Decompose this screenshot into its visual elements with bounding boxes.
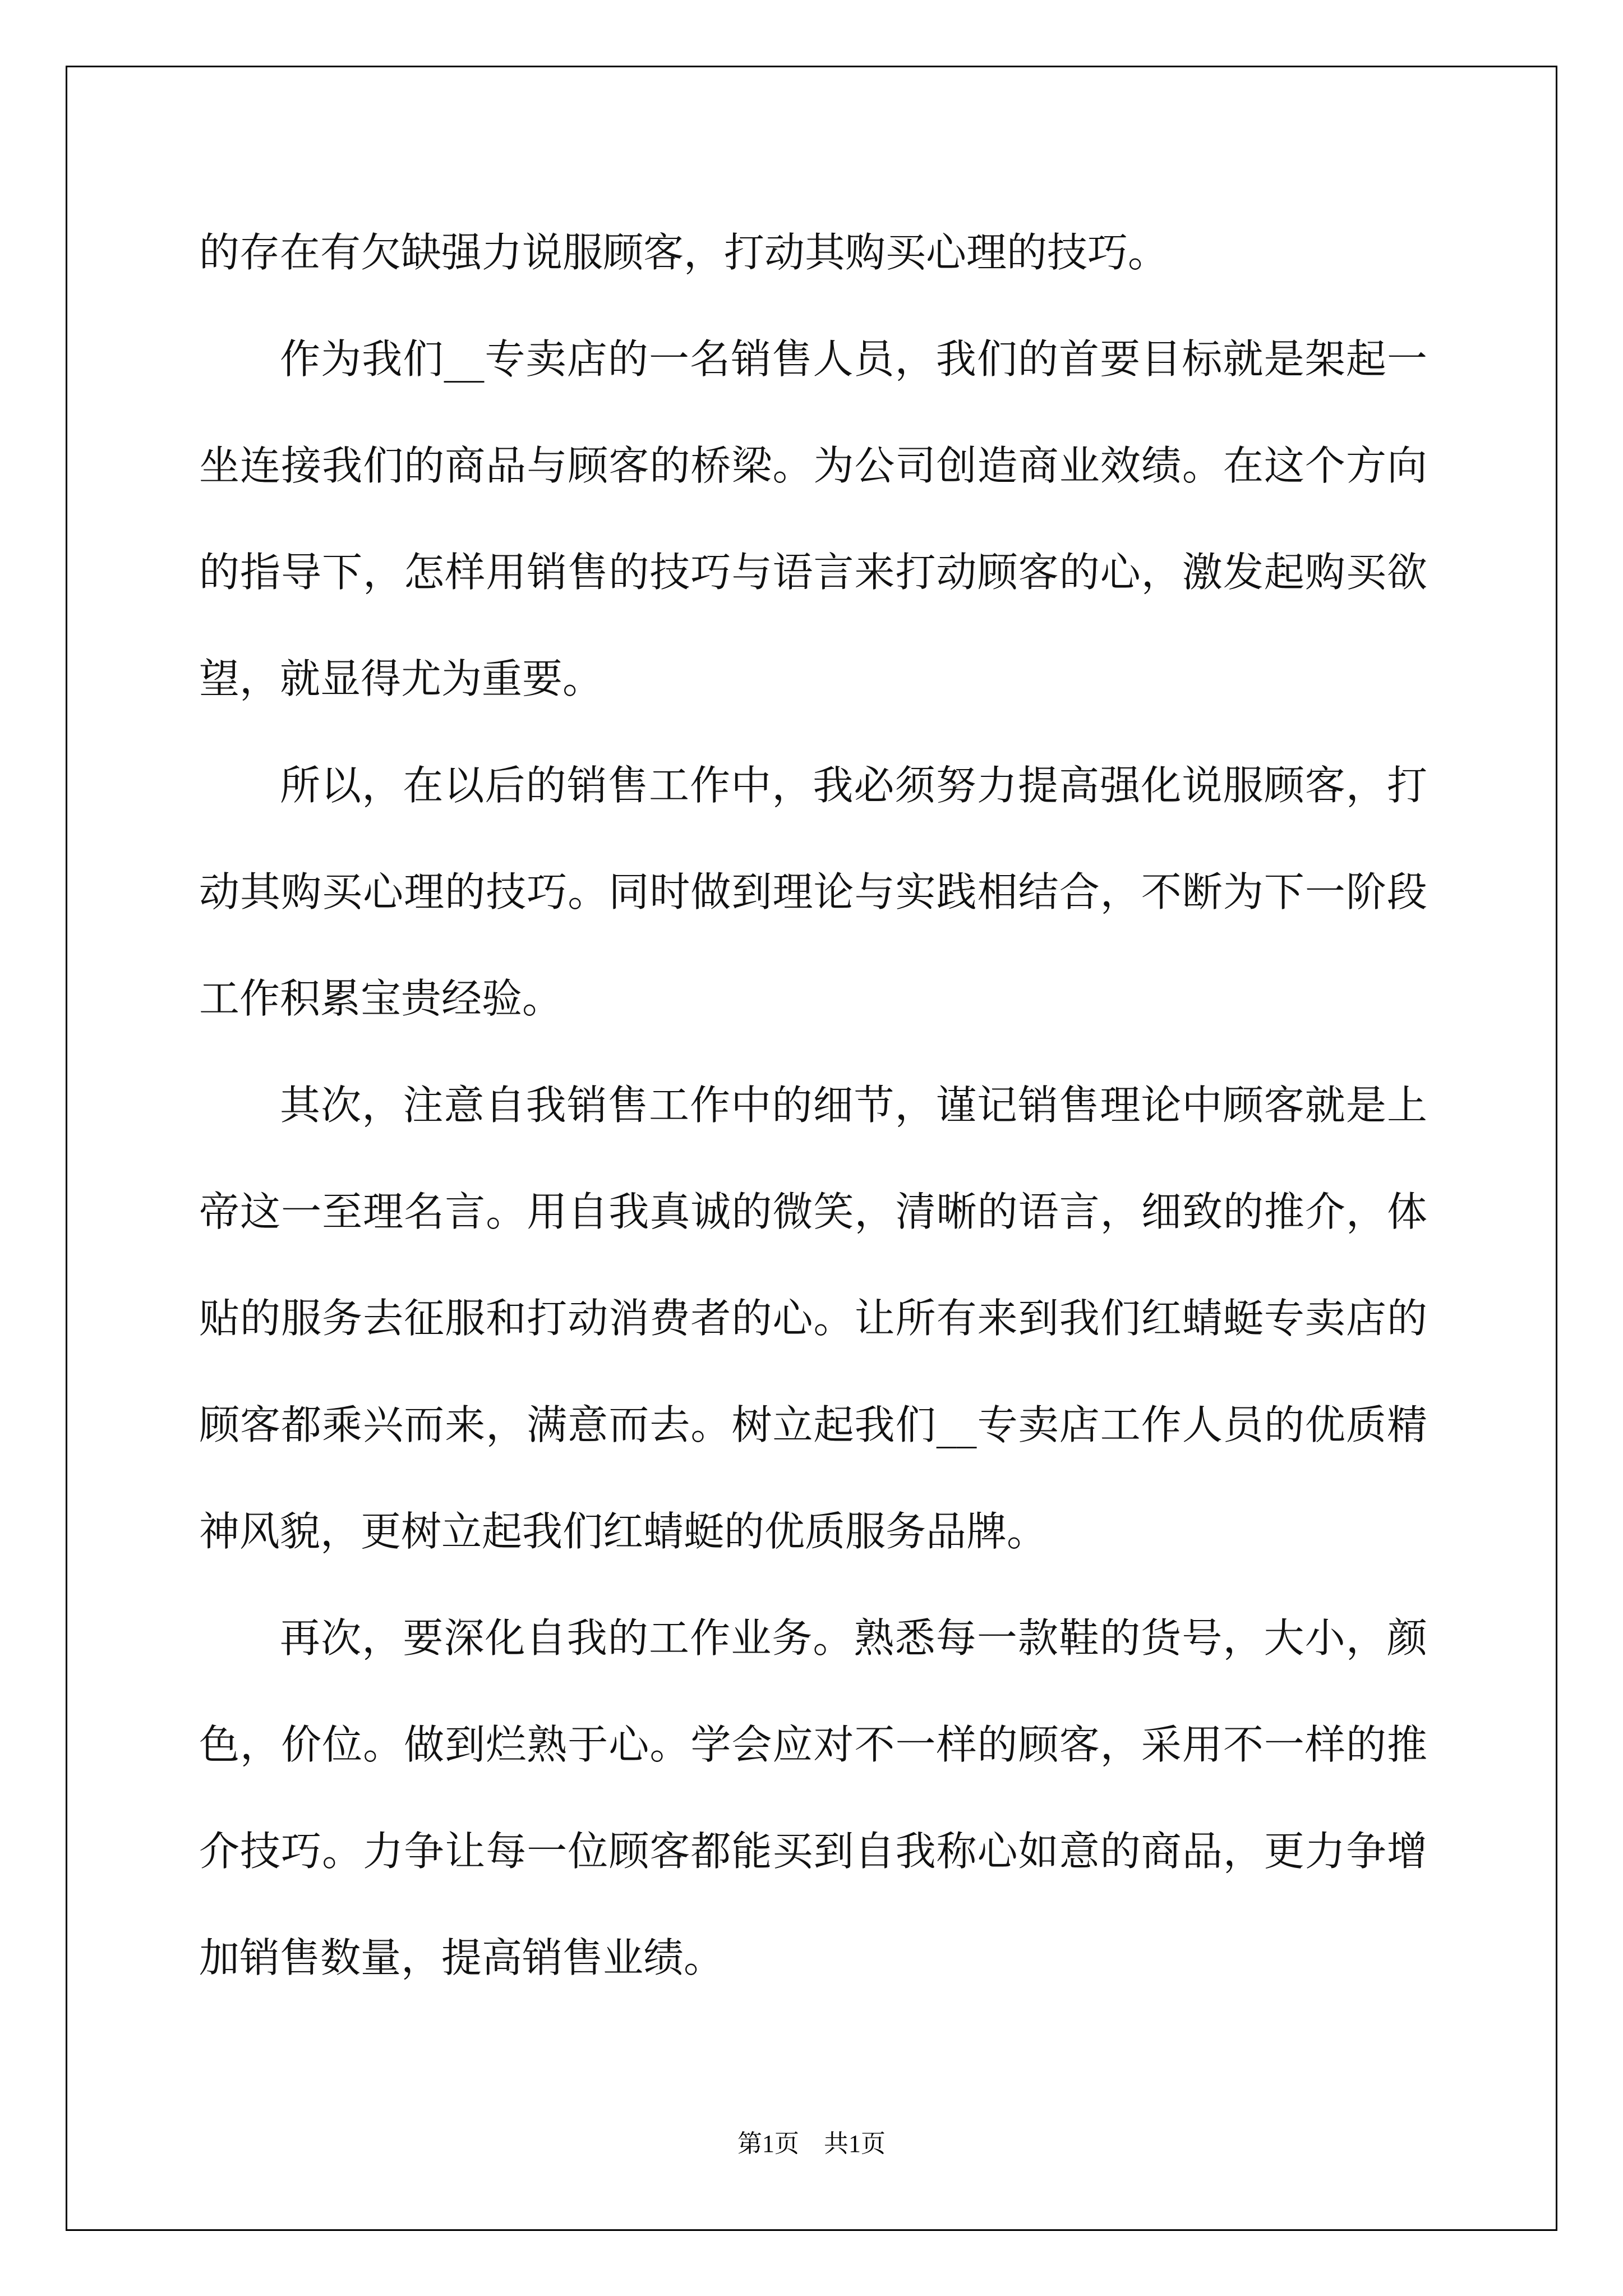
paragraph-1: 的存在有欠缺强力说服顾客，打动其购买心理的技巧。 bbox=[199, 229, 1169, 276]
paragraph-3: 所以，在以后的销售工作中，我必须努力提高强化说服顾客，打动其购买心理的技巧。同时做到理论与实践相结合，不断为下一阶段工作积累宝贵经验。 bbox=[199, 762, 1427, 1022]
paragraph-2: 作为我们__专卖店的一名销售人员，我们的首要目标就是架起一坐连接我们的商品与顾客的桥梁。为公司创造商业效绩。在这个方向的指导下，怎样用销售的技巧与语言来打动顾客的心，激发起购买欲望，就显得尤为重要。 bbox=[199, 335, 1427, 702]
paragraph-4: 其次，注意自我销售工作中的细节，谨记销售理论中顾客就是上帝这一至理名言。用自我真诚的微笑，清晰的语言，细致的推介，体贴的服务去征服和打动消费者的心。让所有来到我们红蜻蜓专卖店的顾客都乘兴而来，满意而去。树立起我们__专卖店工作人员的优质精神风貌，更树立起我们红蜻蜓的优质服务品牌。 bbox=[199, 1082, 1427, 1555]
page-footer: 第1页 共1页 bbox=[737, 2130, 886, 2157]
paragraph-5: 再次，要深化自我的工作业务。熟悉每一款鞋的货号，大小，颜色，价位。做到烂熟于心。学会应对不一样的顾客，采用不一样的推介技巧。力争让每一位顾客都能买到自我称心如意的商品，更力争增加销售数量，提高销售业绩。 bbox=[199, 1614, 1427, 1981]
document-body bbox=[199, 199, 1427, 2011]
